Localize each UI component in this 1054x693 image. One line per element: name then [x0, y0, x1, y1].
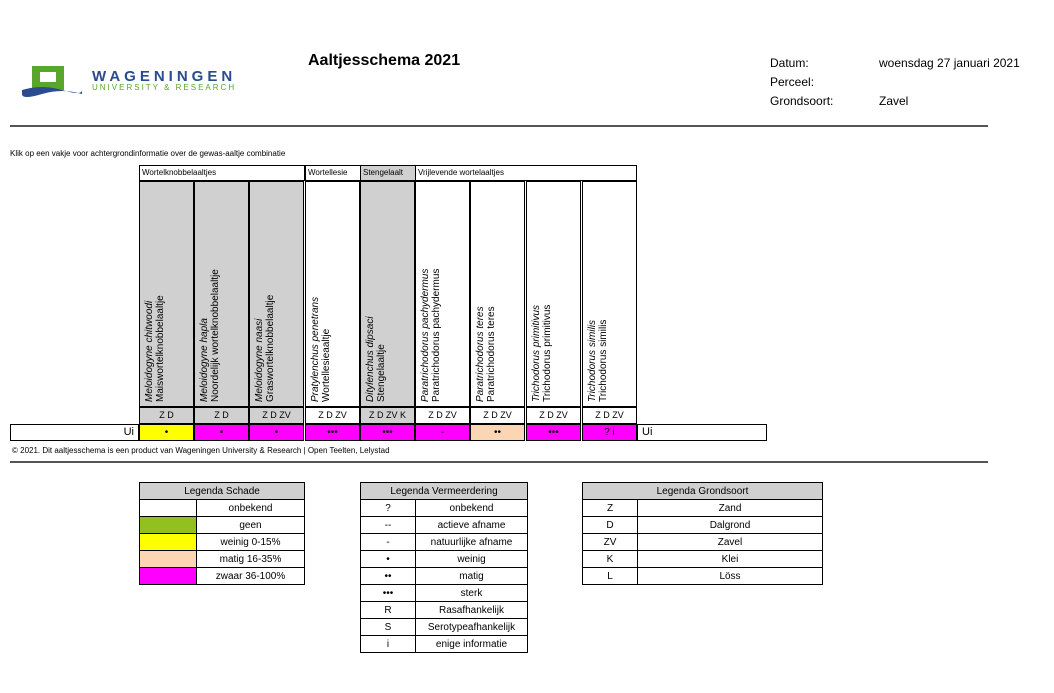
legend-label: matig 16-35% [197, 551, 305, 568]
legend-symbol: •• [361, 568, 416, 585]
meta-label-grondsoort: Grondsoort: [770, 94, 834, 108]
latin-name: Paratrichodorus teres [475, 306, 486, 402]
page-title: Aaltjesschema 2021 [308, 52, 461, 69]
latin-name: Meloidogyne naasi [254, 318, 265, 402]
crop-label-right: Ui [637, 424, 767, 441]
legend-symbol: ? [361, 500, 416, 517]
latin-name: Trichodorus similis [587, 319, 598, 402]
legend-symbol: • [361, 551, 416, 568]
legend-swatch [140, 568, 197, 585]
legend-label: matig [416, 568, 528, 585]
legend-swatch [140, 517, 197, 534]
nematode-column-header[interactable] [360, 181, 415, 407]
legend-vermeerdering-title: Legenda Vermeerdering [361, 483, 528, 500]
legend-grondsoort-title: Legenda Grondsoort [583, 483, 823, 500]
legend-label: weinig 0-15% [197, 534, 305, 551]
nematode-column-header[interactable] [139, 181, 194, 407]
legend-symbol: ••• [361, 585, 416, 602]
soil-codes: Z D ZV [582, 407, 637, 424]
legend-code: D [583, 517, 638, 534]
legend-swatch [140, 500, 197, 517]
wur-logo-icon [22, 64, 82, 98]
legend-label: sterk [416, 585, 528, 602]
soil-codes: Z D ZV [415, 407, 470, 424]
legend-label: geen [197, 517, 305, 534]
legend-symbol: -- [361, 517, 416, 534]
soil-codes: Z D ZV [305, 407, 360, 424]
group-wortellesie: Wortellesie [305, 165, 361, 181]
group-vrijlevende-wortelaaltjes: Vrijlevende wortelaaltjes [415, 165, 637, 181]
nematode-column-header[interactable] [526, 181, 581, 407]
crop-nematode-cell[interactable]: ••• [305, 424, 360, 441]
crop-nematode-cell[interactable]: ••• [360, 424, 415, 441]
nematode-column-header[interactable] [249, 181, 304, 407]
soil-codes: Z D [194, 407, 249, 424]
common-name: Paratrichodorus pachydermus [431, 268, 442, 402]
soil-codes: Z D ZV [249, 407, 304, 424]
common-name: Graswortelknobbelaaltje [265, 294, 276, 402]
latin-name: Trichodorus primitivus [531, 304, 542, 402]
latin-name: Meloidogyne chitwoodi [144, 300, 155, 402]
legend-code: K [583, 551, 638, 568]
common-name: Trichodorus similis [598, 319, 609, 402]
legend-label: Rasafhankelijk [416, 602, 528, 619]
nematode-column-header[interactable] [470, 181, 525, 407]
nematode-column-header[interactable] [305, 181, 360, 407]
legend-swatch [140, 534, 197, 551]
latin-name: Meloidogyne hapla [199, 318, 210, 402]
soil-codes: Z D ZV [470, 407, 525, 424]
footer-divider [10, 461, 988, 463]
crop-nematode-cell[interactable]: ? i [582, 424, 637, 441]
meta-value-grondsoort: Zavel [879, 94, 909, 108]
legend-label: Klei [638, 551, 823, 568]
group-stengelaaltje: Stengelaalt [360, 165, 416, 181]
nematode-column-header[interactable] [415, 181, 470, 407]
meta-value-datum: woensdag 27 januari 2021 [879, 56, 1020, 70]
legend-label: Zavel [638, 534, 823, 551]
crop-nematode-cell[interactable]: ••• [526, 424, 581, 441]
crop-nematode-cell[interactable]: • [249, 424, 304, 441]
common-name: Noordelijk wortelknobbelaaltje [210, 269, 221, 402]
legend-swatch [140, 551, 197, 568]
legend-label: enige informatie [416, 636, 528, 653]
legend-label: Löss [638, 568, 823, 585]
legend-vermeerdering [360, 482, 528, 653]
logo-word-secondary: UNIVERSITY & RESEARCH [92, 83, 237, 92]
common-name: Paratrichodorus teres [486, 306, 497, 402]
latin-name: Ditylenchus dipsaci [365, 316, 376, 402]
legend-label: natuurlijke afname [416, 534, 528, 551]
nematode-column-header[interactable] [194, 181, 249, 407]
legend-label: Dalgrond [638, 517, 823, 534]
common-name: Trichodorus primitivus [542, 304, 553, 402]
meta-label-datum: Datum: [770, 56, 809, 70]
nematode-column-header[interactable] [582, 181, 637, 407]
legend-code: ZV [583, 534, 638, 551]
crop-nematode-cell[interactable]: •• [470, 424, 525, 441]
latin-name: Paratrichodorus pachydermus [420, 268, 431, 402]
logo-word-primary: WAGENINGEN [92, 68, 237, 85]
legend-grondsoort [582, 482, 823, 585]
legend-label: zwaar 36-100% [197, 568, 305, 585]
crop-nematode-cell[interactable]: • [194, 424, 249, 441]
legend-symbol: S [361, 619, 416, 636]
legend-schade-title: Legenda Schade [140, 483, 305, 500]
group-wortelknobbelaaltjes: Wortelknobbelaaltjes [139, 165, 305, 181]
soil-codes: Z D ZV K [360, 407, 415, 424]
crop-label-left: Ui [10, 424, 139, 441]
legend-label: Serotypeafhankelijk [416, 619, 528, 636]
legend-label: onbekend [197, 500, 305, 517]
common-name: Stengelaaltje [376, 344, 387, 402]
legend-symbol: i [361, 636, 416, 653]
legend-schade [139, 482, 305, 585]
meta-label-perceel: Perceel: [770, 75, 815, 89]
header-divider [10, 125, 988, 127]
legend-code: Z [583, 500, 638, 517]
copyright-text: © 2021. Dit aaltjesschema is een product van Wageningen University & Research | Open Teelten, Lelystad [12, 446, 390, 455]
legend-symbol: - [361, 534, 416, 551]
instruction-text: Klik op een vakje voor achtergrondinformatie over de gewas-aaltje combinatie [10, 149, 286, 158]
crop-nematode-cell[interactable]: - [415, 424, 470, 441]
legend-label: weinig [416, 551, 528, 568]
legend-symbol: R [361, 602, 416, 619]
legend-code: L [583, 568, 638, 585]
soil-codes: Z D [139, 407, 194, 424]
wur-logo [22, 64, 272, 104]
common-name: Wortellesieaaltje [321, 328, 332, 402]
crop-nematode-cell[interactable]: • [139, 424, 194, 441]
legend-label: onbekend [416, 500, 528, 517]
common-name: Maiswortelknobbelaaltje [155, 295, 166, 402]
latin-name: Pratylenchus penetrans [310, 296, 321, 402]
soil-codes: Z D ZV [526, 407, 581, 424]
legend-label: actieve afname [416, 517, 528, 534]
legend-label: Zand [638, 500, 823, 517]
